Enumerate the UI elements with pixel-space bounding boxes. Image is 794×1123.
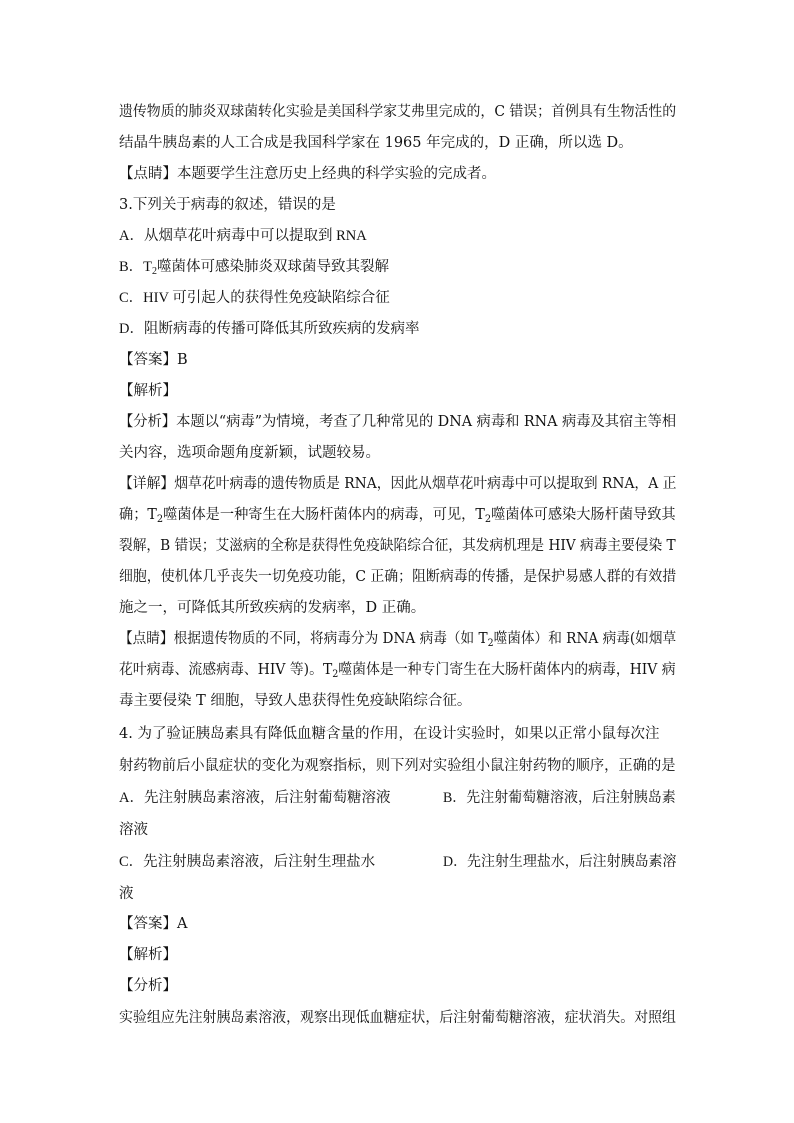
q4-option-b: B．先注射葡萄糖溶液，后注射胰岛素 [443,790,676,806]
q4-option-c: C．先注射胰岛素溶液，后注射生理盐水 [119,854,376,870]
q3-detail-line: 【详解】烟草花叶病毒的遗传物质是 RNA，因此从烟草花叶病毒中可以提取到 RNA，A 正 [119,476,677,492]
q4-fenxi-line: 实验组应先注射胰岛素溶液，观察出现低血糖症状，后注射葡萄糖溶液，症状消失。对照组 [119,1010,676,1026]
prev-analysis-line: 结晶牛胰岛素的人工合成是我国科学家在 1965 年完成的，D 正确，所以选 D。 [119,135,633,151]
q3-detail-line: 确；$T_2$噬菌体是一种寄生在大肠杆菌体内的病毒，可见，$T_2$噬菌体可感染大肠杆菌导致其 [119,507,676,525]
q3-point-line: 【点睛】根据遗传物质的不同，将病毒分为 DNA 病毒（如 $T_2$噬菌体）和 RNA 病毒(如烟草 [119,631,677,649]
q3-stem: 3.下列关于病毒的叙述，错误的是 [119,197,336,213]
q4-option-a: A．先注射胰岛素溶液，后注射葡萄糖溶液 [119,790,391,806]
q4-option-d-wrap: 液 [119,886,134,902]
q3-option-d: D．阻断病毒的传播可降低其所致疾病的发病率 [119,321,420,337]
q3-detail-line: 施之一，可降低其所致疾病的发病率，D 正确。 [119,600,426,616]
q4-option-b-wrap: 溶液 [119,822,148,838]
q4-answer: 【答案】A [119,916,188,932]
prev-comment: 【点睛】本题要学生注意历史上经典的科学实验的完成者。 [119,166,496,182]
q3-fenxi-line: 关内容，选项命题角度新颖，试题较易。 [119,445,380,461]
q3-fenxi-line: 【分析】本题以“病毒”为情境，考查了几种常见的 DNA 病毒和 RNA 病毒及其宿主等相 [119,414,677,430]
q3-option-b: B．$T_2$噬菌体可感染肺炎双球菌导致其裂解 [119,259,390,277]
q3-option-a: A．从烟草花叶病毒中可以提取到 RNA [119,228,367,244]
q3-analysis-label: 【解析】 [119,383,177,399]
q3-detail-line: 细胞，使机体几乎丧失一切免疫功能，C 正确；阻断病毒的传播，是保护易感人群的有效措 [119,569,677,585]
q3-option-c: C．HIV 可引起人的获得性免疫缺陷综合征 [119,290,390,306]
q3-answer: 【答案】B [119,352,188,368]
q4-analysis-label: 【解析】 [119,947,177,963]
q4-fenxi-label: 【分析】 [119,978,177,994]
q4-stem: 射药物前后小鼠症状的变化为观察指标，则下列对实验组小鼠注射药物的顺序，正确的是 [119,758,676,774]
q4-stem: 4. 为了验证胰岛素具有降低血糖含量的作用，在设计实验时，如果以正常小鼠每次注 [119,726,660,742]
prev-analysis-line: 遗传物质的肺炎双球菌转化实验是美国科学家艾弗里完成的，C 错误；首例具有生物活性的 [119,104,677,120]
q3-detail-line: 裂解，B 错误；艾滋病的全称是获得性免疫缺陷综合征，其发病机理是 HIV 病毒主要侵染 T [119,538,676,554]
q3-point-line: 毒主要侵染 T 细胞，导致人患获得性免疫缺陷综合征。 [119,693,472,709]
q3-point-line: 花叶病毒、流感病毒、HIV 等)。$T_2$噬菌体是一种专门寄生在大肠杆菌体内的病毒，HIV 病 [119,662,676,680]
q4-option-d: D．先注射生理盐水，后注射胰岛素溶 [443,854,677,870]
